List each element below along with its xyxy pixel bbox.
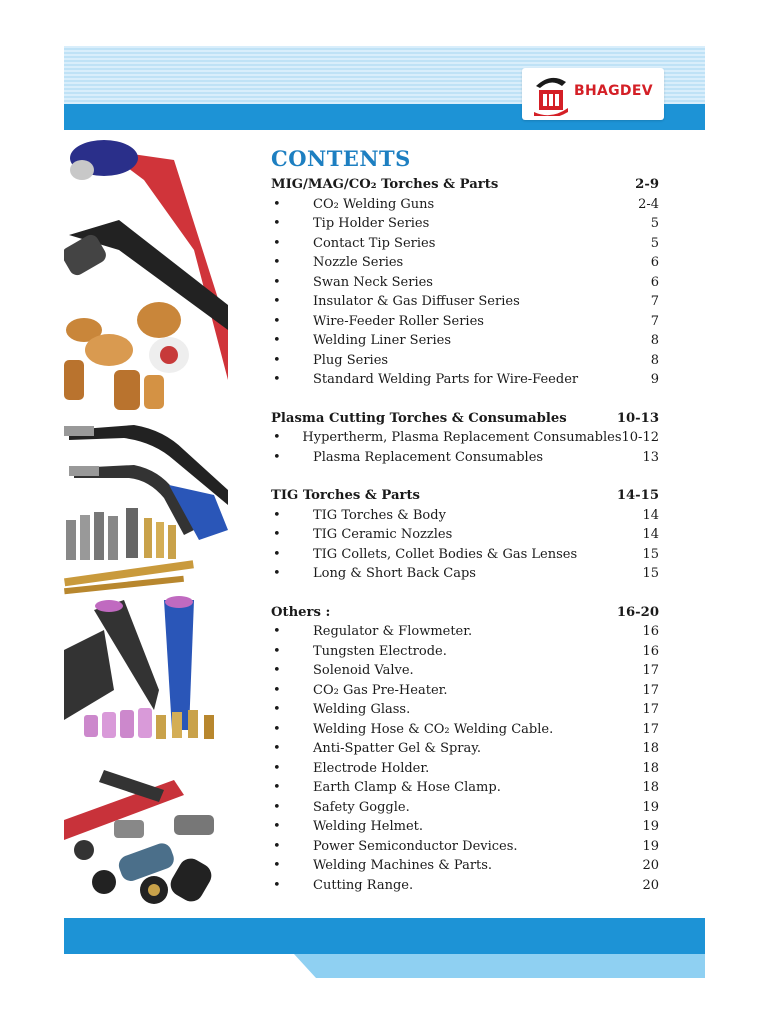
contents-entry[interactable] [271,741,661,761]
entry-page: 13 [642,449,659,465]
entry-label: Welding Helmet. [313,819,424,834]
entry-label: Wire-Feeder Roller Series [313,313,484,329]
entry-page: 6 [650,255,659,270]
entry-label: Earth Clamp & Hose Clamp. [313,780,501,795]
entry-label: Nozzle Series [313,255,404,270]
section-heading-label: MIG/MAG/CO₂ Torches & Parts [271,177,499,192]
entry-page: 14 [642,527,659,542]
entry-page: 15 [642,566,659,581]
entry-label: Welding Machines & Parts. [313,858,493,873]
section-page-range: 10-13 [616,410,659,426]
entry-page: 7 [650,313,659,329]
bullet-icon: • [273,196,281,212]
bullet-icon: • [273,449,281,465]
bullet-icon: • [273,819,281,834]
entry-label: Tungsten Electrode. [313,643,447,659]
entry-label: Insulator & Gas Diffuser Series [313,294,520,309]
bullet-icon: • [273,721,281,737]
entry-label: Cutting Range. [313,877,414,893]
entry-label: Hypertherm, Plasma Replacement Consumables [302,430,622,445]
contents-entry[interactable] [271,722,661,742]
bullet-icon: • [273,858,281,873]
entry-page: 19 [642,819,659,834]
contents-entry[interactable] [271,236,661,256]
contents-section [271,177,661,392]
entry-page: 10-12 [621,430,659,445]
contents-section [271,488,661,586]
contents-title: CONTENTS [271,146,411,171]
bullet-icon: • [273,546,281,562]
entry-page: 6 [650,274,659,290]
section-heading-label: Others : [271,604,331,620]
entry-page: 19 [642,799,659,815]
contents-entry[interactable] [271,353,661,373]
contents-entry[interactable] [271,644,661,664]
entry-label: Swan Neck Series [313,274,433,290]
bullet-icon: • [273,624,281,639]
contents-entry[interactable] [271,800,661,820]
contents-entry[interactable] [271,527,661,547]
entry-page: 16 [642,624,659,639]
entry-label: Plasma Replacement Consumables [313,449,544,465]
entry-page: 18 [642,741,659,756]
contents-entry[interactable] [271,819,661,839]
contents-entry[interactable] [271,566,661,586]
entry-label: Safety Goggle. [313,799,410,815]
bullet-icon: • [273,430,281,445]
contents-section [271,411,661,470]
contents-entry[interactable] [271,275,661,295]
header-band [64,46,705,130]
section-heading[interactable] [271,605,661,625]
bullet-icon: • [273,313,281,329]
section-page-range: 16-20 [616,604,659,620]
entry-page: 5 [650,235,659,251]
tig-torches-image [64,596,214,739]
entry-page: 8 [650,333,659,348]
bullet-icon: • [273,663,281,678]
bullet-icon: • [273,702,281,717]
entry-label: CO₂ Gas Pre-Heater. [313,682,448,698]
entry-label: Long & Short Back Caps [313,566,476,581]
bullet-icon: • [273,507,281,523]
bullet-icon: • [273,527,281,542]
bullet-icon: • [273,877,281,893]
entry-label: Anti-Spatter Gel & Spray. [313,741,482,756]
entry-page: 17 [642,721,659,737]
entry-label: Standard Welding Parts for Wire-Feeder [313,372,579,387]
entry-page: 17 [642,682,659,698]
brand-name: BHAGDEV [574,83,653,99]
bullet-icon: • [273,566,281,581]
section-page-range: 2-9 [635,177,659,192]
bullet-icon: • [273,799,281,815]
section-heading[interactable] [271,488,661,508]
entry-page: 9 [650,372,659,387]
contents-entry[interactable] [271,314,661,334]
electrode-holder-image [64,770,216,906]
contents-entry[interactable] [271,780,661,800]
bullet-icon: • [273,760,281,776]
contents-entry[interactable] [271,663,661,683]
contents-entry[interactable] [271,508,661,528]
contents-section [271,605,661,898]
entry-page: 20 [642,877,659,893]
brand-logo [522,68,664,120]
bullet-icon: • [273,780,281,795]
entry-page: 18 [642,760,659,776]
bullet-icon: • [273,235,281,251]
contents-entry[interactable] [271,197,661,217]
contents-sections [271,177,661,897]
contents-entry[interactable] [271,858,661,878]
bullet-icon: • [273,682,281,698]
footer-bar [64,918,705,954]
entry-label: Solenoid Valve. [313,663,414,678]
entry-label: TIG Ceramic Nozzles [313,527,453,542]
entry-label: Welding Hose & CO₂ Welding Cable. [313,721,554,737]
entry-label: TIG Collets, Collet Bodies & Gas Lenses [313,546,578,562]
table-of-contents [271,146,661,916]
footer-band [64,918,705,978]
entry-page: 8 [650,352,659,368]
contents-entry[interactable] [271,333,661,353]
entry-label: Plug Series [313,352,389,368]
entry-label: Contact Tip Series [313,235,436,251]
entry-label: Welding Liner Series [313,333,451,348]
entry-page: 5 [650,216,659,231]
contents-entry[interactable] [271,624,661,644]
entry-page: 17 [642,702,659,717]
contents-entry[interactable] [271,294,661,314]
entry-page: 14 [642,507,659,523]
bullet-icon: • [273,216,281,231]
bullet-icon: • [273,352,281,368]
brand-logo-icon [532,72,570,116]
contents-entry[interactable] [271,450,661,470]
section-heading-label: TIG Torches & Parts [271,488,420,503]
entry-label: Tip Holder Series [313,216,430,231]
contents-entry[interactable] [271,683,661,703]
bullet-icon: • [273,274,281,290]
bullet-icon: • [273,838,281,854]
section-heading[interactable] [271,411,661,431]
tips-nozzles-image [64,508,194,594]
entry-page: 18 [642,780,659,795]
entry-page: 2-4 [638,196,659,212]
contents-entry[interactable] [271,839,661,859]
entry-page: 17 [642,663,659,678]
contents-entry[interactable] [271,430,661,450]
product-collage-image [64,130,228,912]
entry-page: 7 [650,294,659,309]
entry-page: 19 [642,838,659,854]
entry-label: TIG Torches & Body [313,507,446,523]
bullet-icon: • [273,255,281,270]
entry-label: Regulator & Flowmeter. [313,624,473,639]
product-photo-strip [64,130,228,912]
contents-entry[interactable] [271,761,661,781]
entry-label: Welding Glass. [313,702,411,717]
entry-label: Electrode Holder. [313,760,430,776]
plasma-consumables-image [64,302,189,410]
entry-label: CO₂ Welding Guns [313,196,435,212]
contents-entry[interactable] [271,372,661,392]
section-page-range: 14-15 [616,488,659,503]
entry-page: 20 [642,858,659,873]
contents-entry[interactable] [271,216,661,236]
bullet-icon: • [273,294,281,309]
footer-notch [294,954,316,978]
contents-entry[interactable] [271,547,661,567]
entry-label: Power Semiconductor Devices. [313,838,518,854]
section-heading-label: Plasma Cutting Torches & Consumables [271,410,567,426]
bullet-icon: • [273,372,281,387]
entry-page: 15 [642,546,659,562]
footer-strip [316,954,705,978]
contents-entry[interactable] [271,878,661,898]
bullet-icon: • [273,333,281,348]
section-heading[interactable] [271,177,661,197]
entry-page: 16 [642,643,659,659]
contents-entry[interactable] [271,702,661,722]
contents-entry[interactable] [271,255,661,275]
bullet-icon: • [273,741,281,756]
bullet-icon: • [273,643,281,659]
